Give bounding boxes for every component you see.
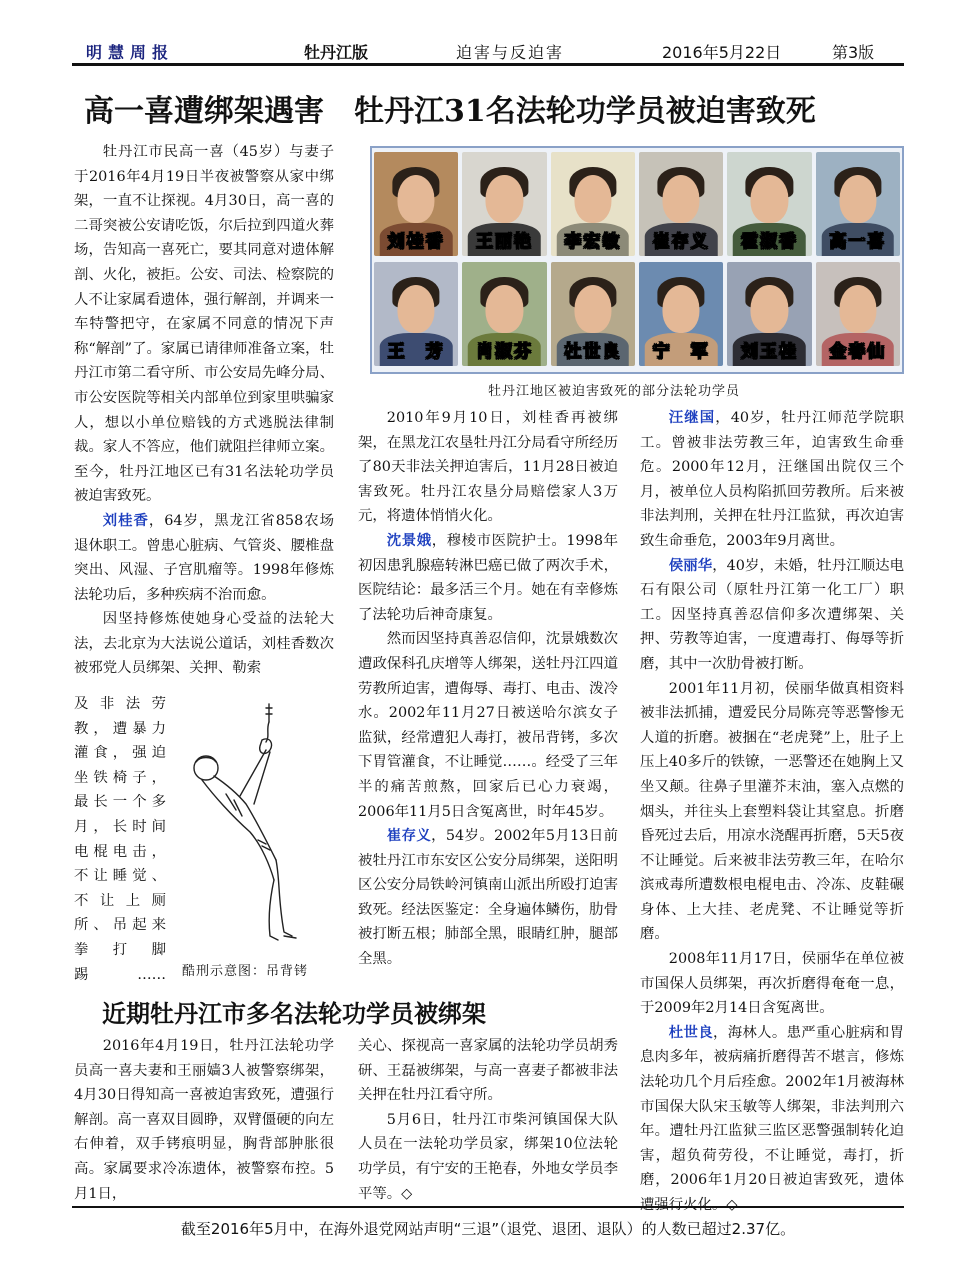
article-column-3 [640, 406, 904, 1218]
paragraph: 2010年9月10日，刘桂香再被绑架，在黑龙江农垦牡丹江分局看守所经历了80天非法关押迫害后，11月28日被迫害致死。牡丹江农垦分局赔偿家人3万元，将遗体悄悄火化。 [358, 410, 618, 525]
victim-photo-label: 刘玉桂 [740, 342, 798, 362]
paragraph: 5月6日，牡丹江市柴河镇国保大队人员在一法轮功学员家，绑架10位法轮功学员，有宁安的王艳春，外地女学员李平等。◇ [358, 1111, 618, 1202]
sub-article-column-2 [358, 1034, 618, 1206]
portrait-face [663, 175, 700, 223]
victim-photo-label: 高一喜 [829, 232, 887, 252]
article-column-1-narrow [74, 692, 166, 987]
victim-photo-label: 李宏敏 [564, 232, 622, 252]
photo-caption: 牡丹江地区被迫害致死的部分法轮功学员 [488, 384, 741, 399]
narrow-text-line: 不让睡觉、 [74, 868, 166, 885]
portrait-face [839, 175, 876, 223]
victim-photo [374, 152, 458, 256]
portrait-face [398, 285, 435, 333]
illustration-caption: 酷刑示意图：吊背铐 [182, 964, 309, 979]
victim-photo-label: 肖淑芬 [475, 342, 533, 362]
portrait-face [839, 285, 876, 333]
portrait-face [486, 175, 523, 223]
victim-photo-label: 金春仙 [829, 342, 887, 362]
victim-name: 侯丽华 [668, 556, 713, 574]
victim-photo-label: 宁 军 [652, 342, 710, 362]
victim-photo [816, 152, 900, 256]
paragraph: 因坚持修炼使她身心受益的法轮大法，去北京为大法说公道话，刘桂香数次被邪党人员绑架、关押、勒索 [74, 611, 334, 677]
victim-photo [727, 152, 811, 256]
sub-article-column-1 [74, 1034, 334, 1206]
sub-headline: 近期牡丹江市多名法轮功学员被绑架 [102, 999, 486, 1028]
victim-photo [639, 262, 723, 366]
paragraph: 2008年11月17日，侯丽华在单位被市国保人员绑架，再次折磨得奄奄一息，于2009年2月14日含冤离世。 [640, 951, 904, 1017]
victim-name: 杜世良 [668, 1023, 713, 1041]
victim-photo-label: 崔存义 [652, 232, 710, 252]
paragraph: 关心、探视高一喜家属的法轮功学员胡秀研、王磊被绑架，与高一喜妻子都被非法关押在牡丹江看守所。 [358, 1038, 618, 1104]
portrait-face [398, 175, 435, 223]
paragraph: 沈景娥，穆棱市医院护士。1998年初因患乳腺癌转淋巴癌已做了两次手术，医院结论：最多活三个月。她在有幸修炼了法轮功后神奇康复。 [358, 531, 618, 623]
portrait-face [751, 175, 788, 223]
torture-illustration [166, 700, 336, 950]
victim-photo [462, 152, 546, 256]
portrait-face [574, 285, 611, 333]
narrow-text-line: 电棍电击， [74, 843, 166, 860]
paragraph: 汪继国，40岁，牡丹江师范学院职工。曾被非法劳教三年，迫害致生命垂危。2000年12月，汪继国出院仅三个月，被单位人员构陷抓回劳教所。后来被非法判刑，关押在牡丹江监狱，再次迫害致生命垂危，2003年9月离世。 [640, 409, 904, 549]
narrow-text-line: 不让上厕 [74, 892, 166, 909]
paragraph: 杜世良，海林人。患严重心脏病和胃息肉多年，被病痛折磨得苦不堪言，修炼法轮功几个月后痊愈。2002年1月被海林市国保大队宋玉敏等人绑架，非法判刑六年。遭牡丹江监狱三监区恶警强制转化迫害，超负荷劳役，不让睡觉，毒打，折磨，2006年1月20日被迫害致死，遗体遭强行火化。◇ [640, 1023, 904, 1213]
victim-photo-label: 王 芳 [387, 342, 445, 362]
paragraph: 崔存义，54岁。2002年5月13日前被牡丹江市东安区公安分局绑架，送阳明区公安分局铁岭河镇南山派出所殴打迫害致死。经法医鉴定：全身遍体鳞伤，肋骨被打断五根；肺部全黑，眼睛红肿，腿部全黑。 [358, 827, 618, 968]
narrow-text-line: 坐铁椅子， [74, 769, 166, 786]
narrow-text-line: 教，遭暴力 [74, 720, 166, 737]
victim-photo [727, 262, 811, 366]
victims-photo-collage [370, 146, 904, 374]
paragraph: 2001年11月初，侯丽华做真相资料被非法抓捕，遭爱民分局陈亮等恶警惨无人道的折磨。被捆在“老虎凳”上，肚子上压上40多斤的铁镣，一恶警还在她胸上又坐又颠。往鼻子里灌芥末油，塞入点燃的烟头，并往头上套塑料袋让其窒息。折磨昏死过去后，用凉水浇醒再折磨，5天5夜不让睡觉。后来被非法劳教三年，在哈尔滨戒毒所遭数根电棍电击、冷冻、皮鞋碾身体、上大挂、老虎凳、不让睡觉等折磨。 [640, 680, 904, 943]
section-label: 迫害与反迫害 [456, 43, 565, 62]
victim-name: 汪继国 [668, 409, 716, 426]
portrait-face [751, 285, 788, 333]
paragraph: 牡丹江市民高一喜（45岁）与妻子于2016年4月19日半夜被警察从家中绑架，一直不让探视。4月30日，高一喜的二哥突被公安请吃饭，尔后拉到四道火葬场，告知高一喜死亡，要其同意对遗体解剖、火化，被拒。公安、司法、检察院的人不让家属看遗体，强行解剖，并调来一车特警把守，在家属不同意的情况下声称“解剖”了。家属已请律师准备立案，牡丹江市第二看守所、市公安局先峰分局、市公安医院等相关内部单位到家里哄骗家人，想以小单位赔钱的方式逃脱法律制裁。家人不答应，他们就阻拦律师立案。至今，牡丹江地区已有31名法轮功学员被迫害致死。 [74, 144, 334, 505]
victim-photo-label: 王丽艳 [475, 232, 533, 252]
victim-photo [816, 262, 900, 366]
victim-name: 刘桂香 [102, 511, 149, 529]
victim-photo-label: 霍淑香 [740, 232, 798, 252]
victim-photo-label: 刘桂香 [387, 232, 445, 252]
article-column-1 [74, 140, 334, 681]
narrow-text-line: 最长一个多 [74, 794, 166, 811]
paper-name: 明慧周报 [86, 43, 175, 62]
paragraph: 2016年4月19日，牡丹江法轮功学员高一喜夫妻和王丽嫱3人被警察绑架，4月30日得知高一喜被迫害致死，遭强行解剖。高一喜双目圆睁，双臂僵硬的向左右伸着，双手铐痕明显，胸背部肿胀很高。家属要求冷冻遗体，被警察布控。5月1日， [74, 1038, 334, 1202]
narrow-text-line: 月，长时间 [74, 818, 166, 835]
paragraph: 侯丽华，40岁，未婚，牡丹江顺达电石有限公司（原牡丹江第一化工厂）职工。因坚持真善忍信仰多次遭绑架、关押、劳教等迫害，一度遭毒打、侮辱等折磨，其中一次肋骨被打断。 [640, 556, 904, 672]
footer-notice: 截至2016年5月中，在海外退党网站声明“三退”（退党、退团、退队）的人数已超过2.37亿。 [180, 1220, 796, 1238]
masthead [72, 36, 904, 66]
hanging-handcuff-figure [166, 700, 336, 950]
narrow-text-line: 拳打脚 [74, 941, 166, 958]
narrow-text-line: 踢…… [74, 966, 166, 983]
victim-name: 崔存义 [386, 827, 432, 845]
edition-label: 牡丹江版 [304, 43, 369, 62]
narrow-text-line: 灌食，强迫 [74, 745, 166, 762]
page-number: 第3版 [832, 43, 875, 62]
victim-photo [462, 262, 546, 366]
narrow-text-line: 所、吊起来 [74, 917, 166, 934]
paragraph: 然而因坚持真善忍信仰，沈景娥数次遭政保科孔庆增等人绑架，送牡丹江四道劳教所迫害，遭侮辱、毒打、电击、泼冷水。2002年11月27日被送哈尔滨女子监狱，经常遭犯人毒打，被吊背铐，多次下胃管灌食，不让睡觉……。经受了三年半的痛苦煎熬，回家后已心力衰竭，2006年11月5日含冤离世，时年45岁。 [358, 631, 618, 820]
victim-photo [551, 152, 635, 256]
narrow-text-line: 及非法劳 [74, 696, 166, 712]
issue-date: 2016年5月22日 [662, 43, 782, 62]
portrait-face [574, 175, 611, 223]
victim-photo [374, 262, 458, 366]
footer-divider [72, 1206, 904, 1208]
victim-photo-label: 杜世良 [564, 342, 622, 362]
paragraph: 刘桂香，64岁，黑龙江省858农场退休职工。曾患心脏病、气管炎、腰椎盘突出、风湿、子宫肌瘤等。1998年修炼法轮功后，多种疾病不治而愈。 [74, 511, 334, 603]
portrait-face [663, 285, 700, 333]
victim-name: 沈景娥 [386, 531, 432, 549]
article-column-2 [358, 406, 618, 972]
victim-photo [551, 262, 635, 366]
main-headline: 高一喜遭绑架遇害 牡丹江31名法轮功学员被迫害致死 [84, 94, 816, 129]
portrait-face [486, 285, 523, 333]
victim-photo [639, 152, 723, 256]
